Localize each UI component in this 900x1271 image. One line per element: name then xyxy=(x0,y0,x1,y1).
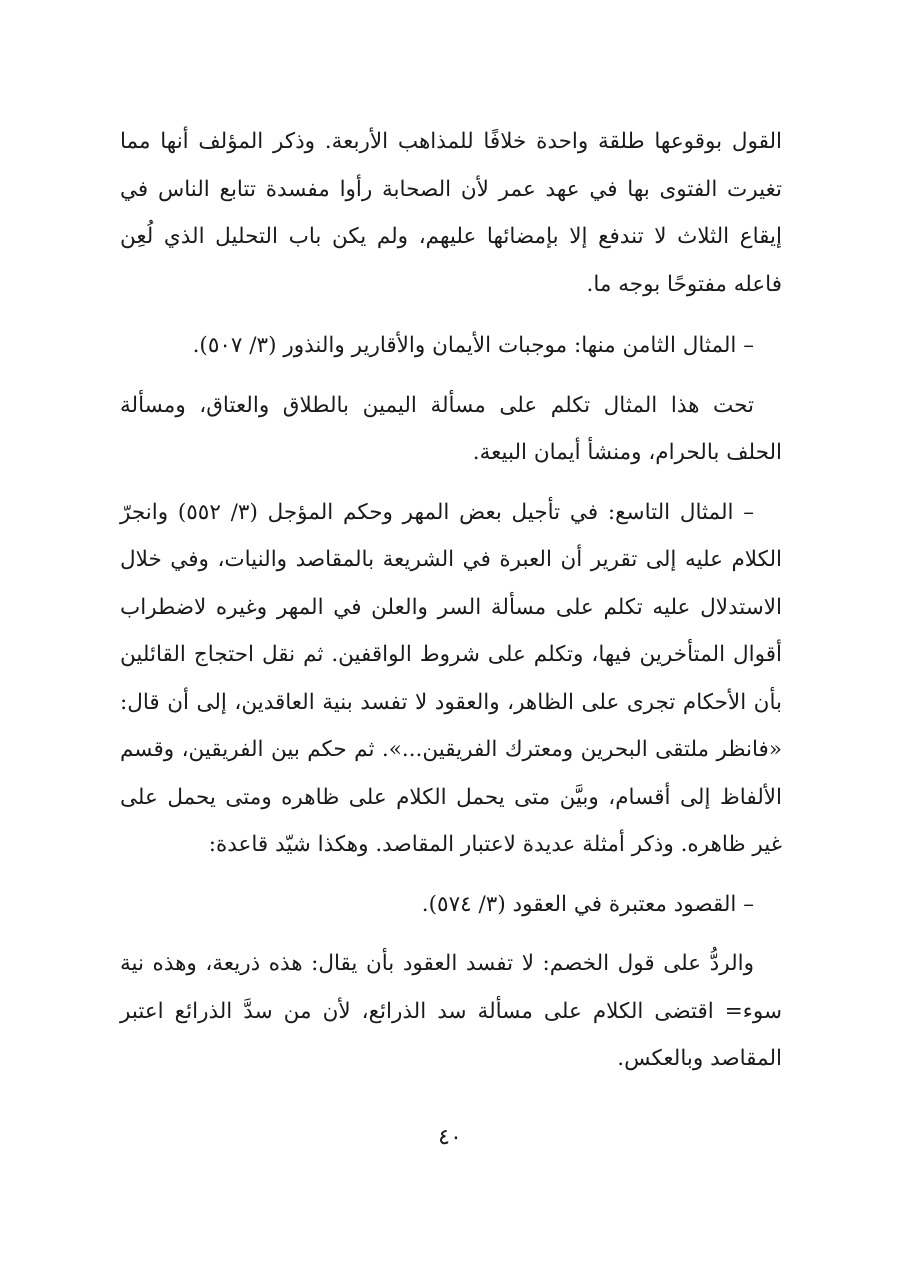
paragraph-oath-divorce: تحت هذا المثال تكلم على مسألة اليمين بالطلاق والعتاق، ومسألة الحلف بالحرام، ومنشأ أيمان البيعة. xyxy=(120,392,782,465)
paragraph-blocking-means: والردُّ على قول الخصم: لا تفسد العقود بأن يقال: هذه ذريعة، وهذه نية سوء= اقتضى الكلام على مسألة سد الذرائع، لأن من سدَّ الذرائع اعتبر المقاصد وبالعكس. xyxy=(120,951,782,1071)
rule-intentions-heading: – القصود معتبرة في العقود (٣/ ٥٧٤). xyxy=(421,891,754,917)
paragraph-triple-divorce: القول بوقوعها طلقة واحدة خلافًا للمذاهب الأربعة. وذكر المؤلف أنها مما تغيرت الفتوى بها في عهد عمر لأن الصحابة رأوا مفسدة تتابع الناس في إيقاع الثلاث لا تندفع إلا بإمضائها عليهم، ولم يكن باب التحليل الذي لُعِن فاعله مفتوحًا بوجه ما. xyxy=(120,129,782,297)
example-eight-heading: – المثال الثامن منها: موجبات الأيمان والأقارير والنذور (٣/ ٥٠٧). xyxy=(192,333,754,358)
page-body xyxy=(120,118,782,1083)
page-number: ٤٠ xyxy=(438,1125,462,1150)
example-nine-paragraph: – المثال التاسع: في تأجيل بعض المهر وحكم المؤجل (٣/ ٥٥٢) وانجرّ الكلام عليه إلى تقرير أن العبرة في الشريعة بالمقاصد والنيات، وفي خلال الاستدلال عليه تكلم على مسألة السر والعلن في المهر وغيره لاضطراب أقوال المتأخرين فيها، وتكلم على شروط الواقفين. ثم نقل احتجاج القائلين بأن الأحكام تجرى على الظاهر، والعقود لا تفسد بنية العاقدين، إلى أن قال: «فانظر ملتقى البحرين ومعترك الفريقين...». ثم حكم بين الفريقين، وقسم الألفاظ إلى أقسام، وبيَّن متى يحمل الكلام على ظاهره ومتى يحمل على غير ظاهره. وذكر أمثلة عديدة لاعتبار المقاصد. وهكذا شيّد قاعدة: xyxy=(120,499,782,857)
